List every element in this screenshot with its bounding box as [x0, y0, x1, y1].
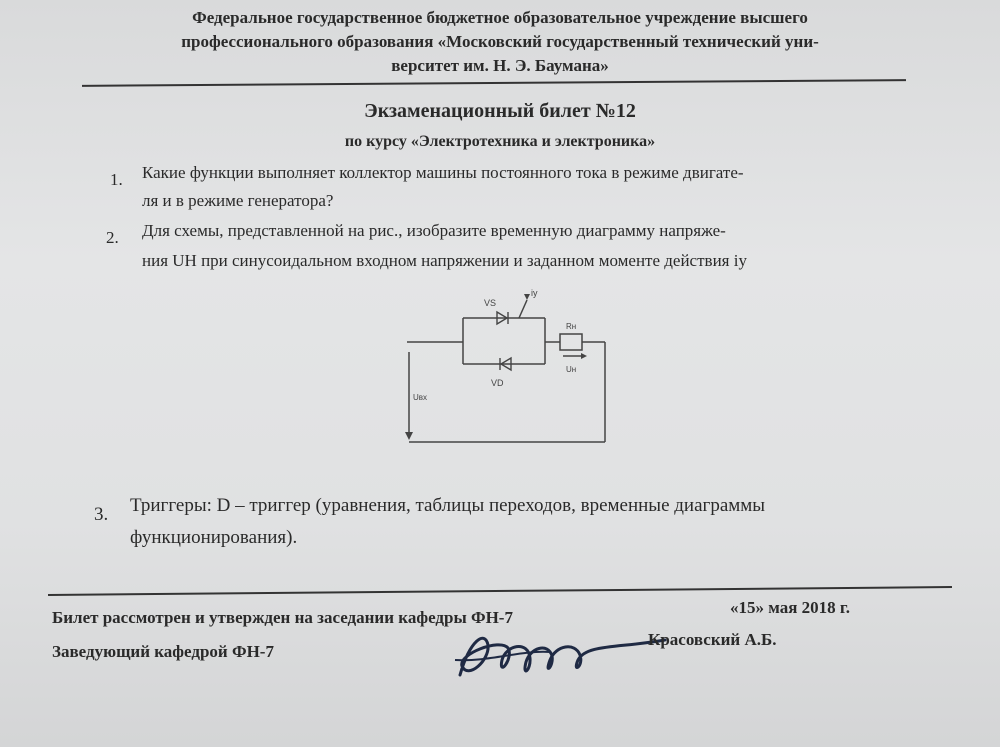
question-3-number: 3.: [94, 504, 109, 525]
header-line-2: профессионального образования «Московский государственный технический уни-: [181, 32, 819, 51]
signature-icon: [430, 600, 670, 700]
header-divider: [82, 79, 906, 87]
question-2-line-2: ния UН при синусоидальном входном напряжении и заданном моменте действия iу: [142, 251, 747, 270]
question-3-line-2: функционирования).: [130, 527, 298, 548]
ticket-course: по курсу «Электротехника и электроника»: [344, 133, 656, 150]
iy-label: iу: [531, 288, 538, 298]
header-line-1: Федеральное государственное бюджетное образовательное учреждение высшего: [192, 8, 808, 27]
footer-divider: [48, 586, 952, 596]
footer-head-name: Красовский А.Б.: [648, 630, 777, 649]
circuit-diagram: [395, 282, 620, 457]
question-3-line-1: Триггеры: D – триггер (уравнения, таблицы переходов, временные диаграммы: [130, 495, 766, 516]
uin-label: Uвх: [413, 393, 428, 402]
question-1-number: 1.: [110, 170, 123, 189]
header-line-3: верситет им. Н. Э. Баумана»: [391, 56, 609, 75]
ticket-title: Экзаменационный билет №12: [364, 100, 636, 122]
question-1-line-2: ля и в режиме генератора?: [142, 191, 334, 210]
vd-label: VD: [491, 378, 504, 388]
footer-head-of-department: Заведующий кафедрой ФН-7: [52, 642, 274, 661]
vs-label: VS: [484, 298, 497, 308]
footer-date: «15» мая 2018 г.: [730, 598, 850, 617]
question-2-number: 2.: [106, 228, 119, 247]
question-1-line-1: Какие функции выполняет коллектор машины постоянного тока в режиме двигате-: [142, 163, 744, 182]
question-2-line-1: Для схемы, представленной на рис., изобразите временную диаграмму напряже-: [142, 221, 726, 240]
rn-label: Rн: [566, 322, 577, 331]
un-label: Uн: [566, 365, 577, 374]
footer-approval: Билет рассмотрен и утвержден на заседании кафедры ФН-7: [52, 608, 513, 627]
